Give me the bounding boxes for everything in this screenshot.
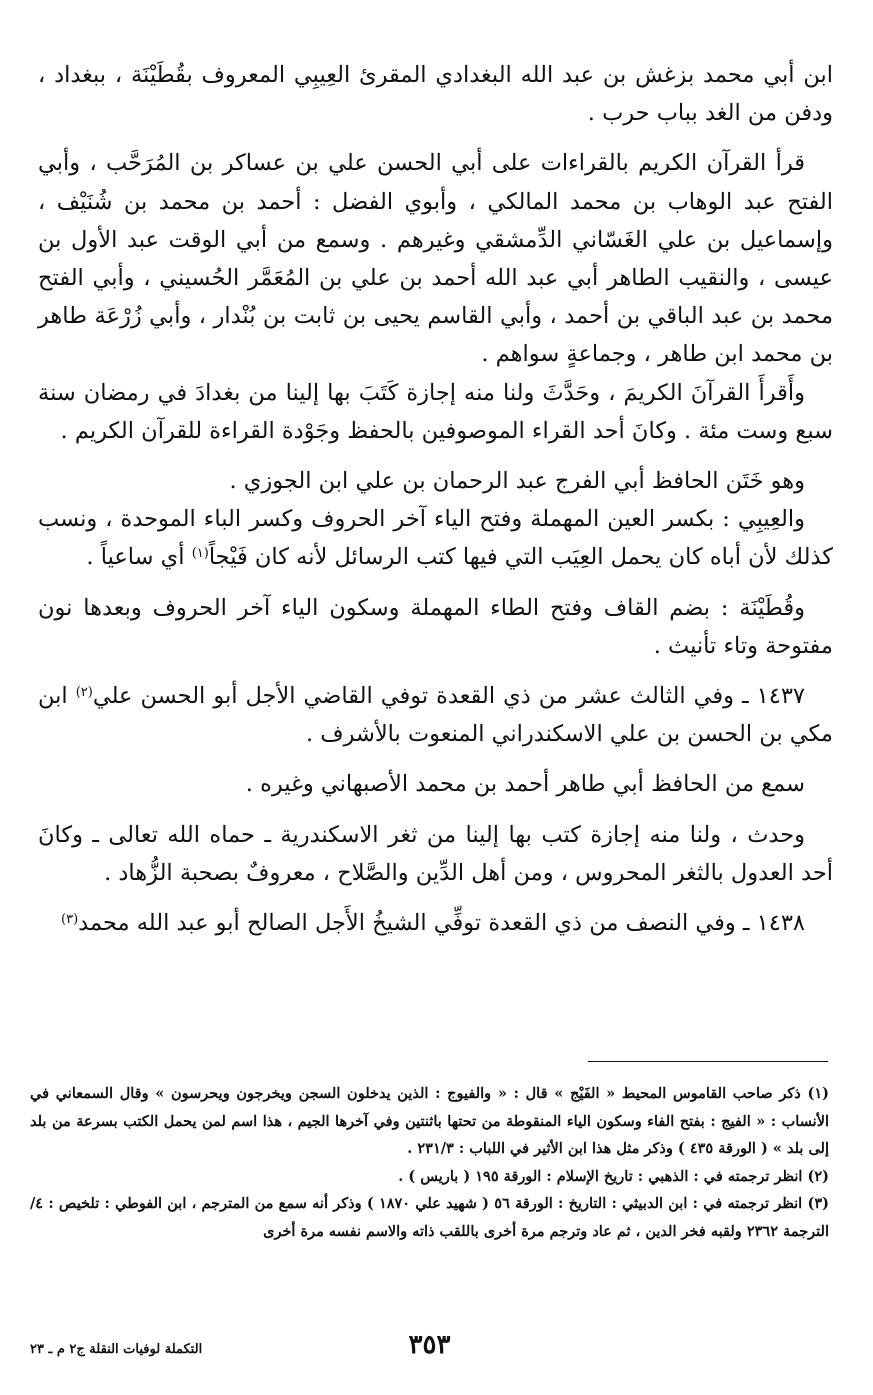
footnote-3: (٣) انظر ترجمته في : ابن الدبيثي : التاريخ : الورقة ٥٦ ( شهيد علي ١٨٧٠ ) وذكر أنه سمع من المترجم ، ابن الفوطي : تلخيص : ٤/الترجمة ٢٣٦٢ ولقبه فخر الدين ، ثم عاد وترجم مرة أخرى باللقب ذاته والاسم نفسه مرة أخرى: [30, 1195, 829, 1240]
paragraph-6: وقُطَيْنَة : بضم القاف وفتح الطاء المهملة وسكون الياء آخر الحروف وبعدها نون مفتوحة وتاء تأنيث .: [38, 594, 833, 659]
footnote-1: (١) ذكر صاحب القاموس المحيط « الفَيْج » قال : « والفيوج : الذين يدخلون السجن ويخرجون ويحرسون » وقال السمعاني في الأنساب : « الفيج : بفتح الفاء وسكون الياء المنقوطة من تحتها باثنتين وفي آخرها الجيم ، هذا اسم لمن يحمل الكتب بسرعة من بلد إلى بلد » ( الورقة ٤٣٥ ) وذكر مثل هذا ابن الأثير في اللباب : ٢٣١/٣ .: [30, 1085, 829, 1157]
paragraph-9: وحدث ، ولنا منه إجازة كتب بها إلينا من ثغر الاسكندرية ـ حماه الله تعالى ـ وكانَ أحد العدول بالثغر المحروس ، ومن أهل الدِّين والصَّلاح ، معروفٌ بصحبة الزُّهاد .: [38, 821, 833, 886]
paragraph-8: سمع من الحافظ أبي طاهر أحمد بن محمد الأصبهاني وغيره .: [245, 771, 805, 798]
footnote-ref-3: (٣): [61, 912, 79, 928]
paragraph-4: وهو خَتَن الحافظ أبي الفرج عبد الرحمان بن علي ابن الجوزي .: [229, 468, 805, 495]
footnote-2: (٢) انظر ترجمته في : الذهبي : تاريخ الإسلام : الورقة ١٩٥ ( باريس ) .: [398, 1167, 829, 1185]
page-footer: [30, 1330, 829, 1370]
entry-1437: [38, 677, 833, 753]
page-number: ٣٥٣: [408, 1330, 451, 1360]
paragraph-5-text: والعِيبِي : بكسر العين المهملة وفتح الياء آخر الحروف وكسر الباء الموحدة ، ونسب كذلك لأن أباه كان يحمل العِيَب التي فيها كتب الرسائل لأنه كان فَيْجاً: [38, 506, 833, 571]
footnote-ref-1: (١): [191, 546, 209, 562]
entry-1438: [38, 904, 833, 942]
entry-1438-heading: ١٤٣٨ ـ وفي النصف من ذي القعدة توفِّي الشيخُ الأَجل الصالح أبو عبد الله محمد: [78, 910, 805, 937]
printer-signature: التكملة لوفيات النقلة ج٢ م ـ ٢٣: [30, 1342, 203, 1357]
paragraph-1: ابن أبي محمد بزغش بن عبد الله البغدادي المقرئ العِيبِي المعروف بقُطَيْنَة ، ببغداد ، ودفن من الغد بباب حرب .: [38, 62, 833, 127]
entry-1437-heading: ١٤٣٧ ـ وفي الثالث عشر من ذي القعدة توفي القاضي الأجل أبو الحسن علي: [92, 683, 805, 710]
footnote-divider: [588, 1061, 828, 1062]
entry-1437-text: ابن مكي بن الحسن بن علي الاسكندراني المنعوت بالأشرف .: [38, 683, 833, 748]
paragraph-2: قرأ القرآن الكريم بالقراءات على أبي الحسن علي بن عساكر بن المُرَحَّب ، وأبي الفتح عبد الوهاب بن محمد المالكي ، وأبوي الفضل : أحمد بن محمد بن شُنَيْف ، وإسماعيل بن علي الغَسّاني الدِّمشقي وغيرهم . وسمع من أبي الوقت عبد الأول بن عيسى ، والنقيب الطاهر أبي عبد الله أحمد بن علي بن المُعَمَّر الحُسيني ، وأبي الفتح محمد بن عبد الباقي بن أحمد ، وأبي القاسم يحيى بن ثابت بن بُنْدار ، وأبي زُرْعَة طاهر بن محمد ابن طاهر ، وجماعةٍ سواهم .: [38, 150, 833, 368]
main-text: [38, 56, 833, 942]
paragraph-5: [38, 500, 833, 576]
paragraph-3: وأَقرأَ القرآنَ الكريمَ ، وحَدَّثَ ولنا منه إجازة كَتَبَ بها إلينا من بغدادَ في رمضان سنة سبع وست مئة . وكانَ أحد القراء الموصوفين بالحفظ وجَوْدة القراءة للقرآن الكريم .: [38, 379, 833, 444]
footnote-ref-2: (٢): [75, 685, 93, 701]
footnotes: [30, 1080, 829, 1245]
paragraph-5-end: أي ساعياً .: [86, 544, 185, 571]
